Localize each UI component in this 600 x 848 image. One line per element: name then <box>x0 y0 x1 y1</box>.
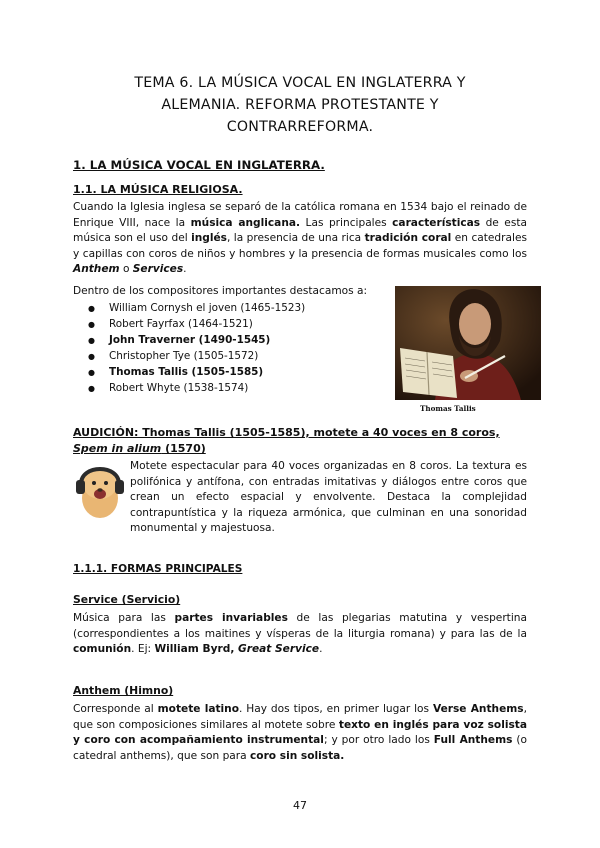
list-item: ● Thomas Tallis (1505-1585) <box>73 365 393 381</box>
subsubsection-heading: 1.1.1. FORMAS PRINCIPALES <box>73 563 243 575</box>
anthem-heading: Anthem (Himno) <box>73 684 174 697</box>
audicion-description: Motete espectacular para 40 voces organizadas en 8 coros. La textura es polifónica y antífona, con entradas imitativas y diálogos entre coros que crean un efecto espacial y envolvente. Destaca la complejidad contrapuntística y la riqueza armónica, que culminan en una sonoridad monumental y majestuosa. <box>130 460 527 535</box>
list-item: ● Christopher Tye (1505-1572) <box>73 349 393 365</box>
composers-intro: Dentro de los compositores importantes destacamos a: <box>73 285 368 297</box>
service-heading: Service (Servicio) <box>73 593 181 606</box>
title-line: CONTRARREFORMA. <box>226 119 374 135</box>
service-paragraph: Música para las partes invariables de las plegarias matutina y vespertina (correspondientes a los maitines y vísperas de la liturgia romana) y para las de la comunión. Ej: William Byrd, Great Service. <box>73 612 527 656</box>
subsection-heading: 1.1. LA MÚSICA RELIGIOSA. <box>73 183 243 196</box>
anthem-paragraph: Corresponde al motete latino. Hay dos tipos, en primer lugar los Verse Anthems, que son composiciones similares al motete sobre texto en inglés para voz solista y coro con acompañamiento instrumental; y por otro lado los Full Anthems (o catedral anthems), que son para coro sin solista. <box>73 703 528 762</box>
page-number: 47 <box>293 799 307 812</box>
title-line: TEMA 6. LA MÚSICA VOCAL EN INGLATERRA Y <box>134 75 466 91</box>
title-line: ALEMANIA. REFORMA PROTESTANTE Y <box>161 97 439 113</box>
list-item: ● William Cornysh el joven (1465-1523) <box>73 301 393 317</box>
audicion-heading: AUDICIÓN: Thomas Tallis (1505-1585), motete a 40 voces en 8 coros, Spem in alium (1570) <box>73 426 500 455</box>
page-title <box>90 72 510 138</box>
composer-list <box>73 301 393 396</box>
section-heading: 1. LA MÚSICA VOCAL EN INGLATERRA. <box>73 158 325 172</box>
intro-paragraph: Cuando la Iglesia inglesa se separó de la católica romana en 1534 bajo el reinado de Enrique VIII, nace la música anglicana. Las principales características de esta música son el uso del inglés, la presencia de una rica tradición coral en catedrales y capillas con coros de niños y hombres y la presencia de formas musicales como los Anthem o Services. <box>73 201 527 276</box>
portrait-caption: Thomas Tallis <box>420 404 476 413</box>
list-item: ● Robert Whyte (1538-1574) <box>73 381 393 397</box>
list-item: ● John Traverner (1490-1545) <box>73 333 393 349</box>
thomas-tallis-portrait <box>395 286 541 400</box>
list-item: ● Robert Fayrfax (1464-1521) <box>73 317 393 333</box>
headphones-icon <box>73 458 128 520</box>
